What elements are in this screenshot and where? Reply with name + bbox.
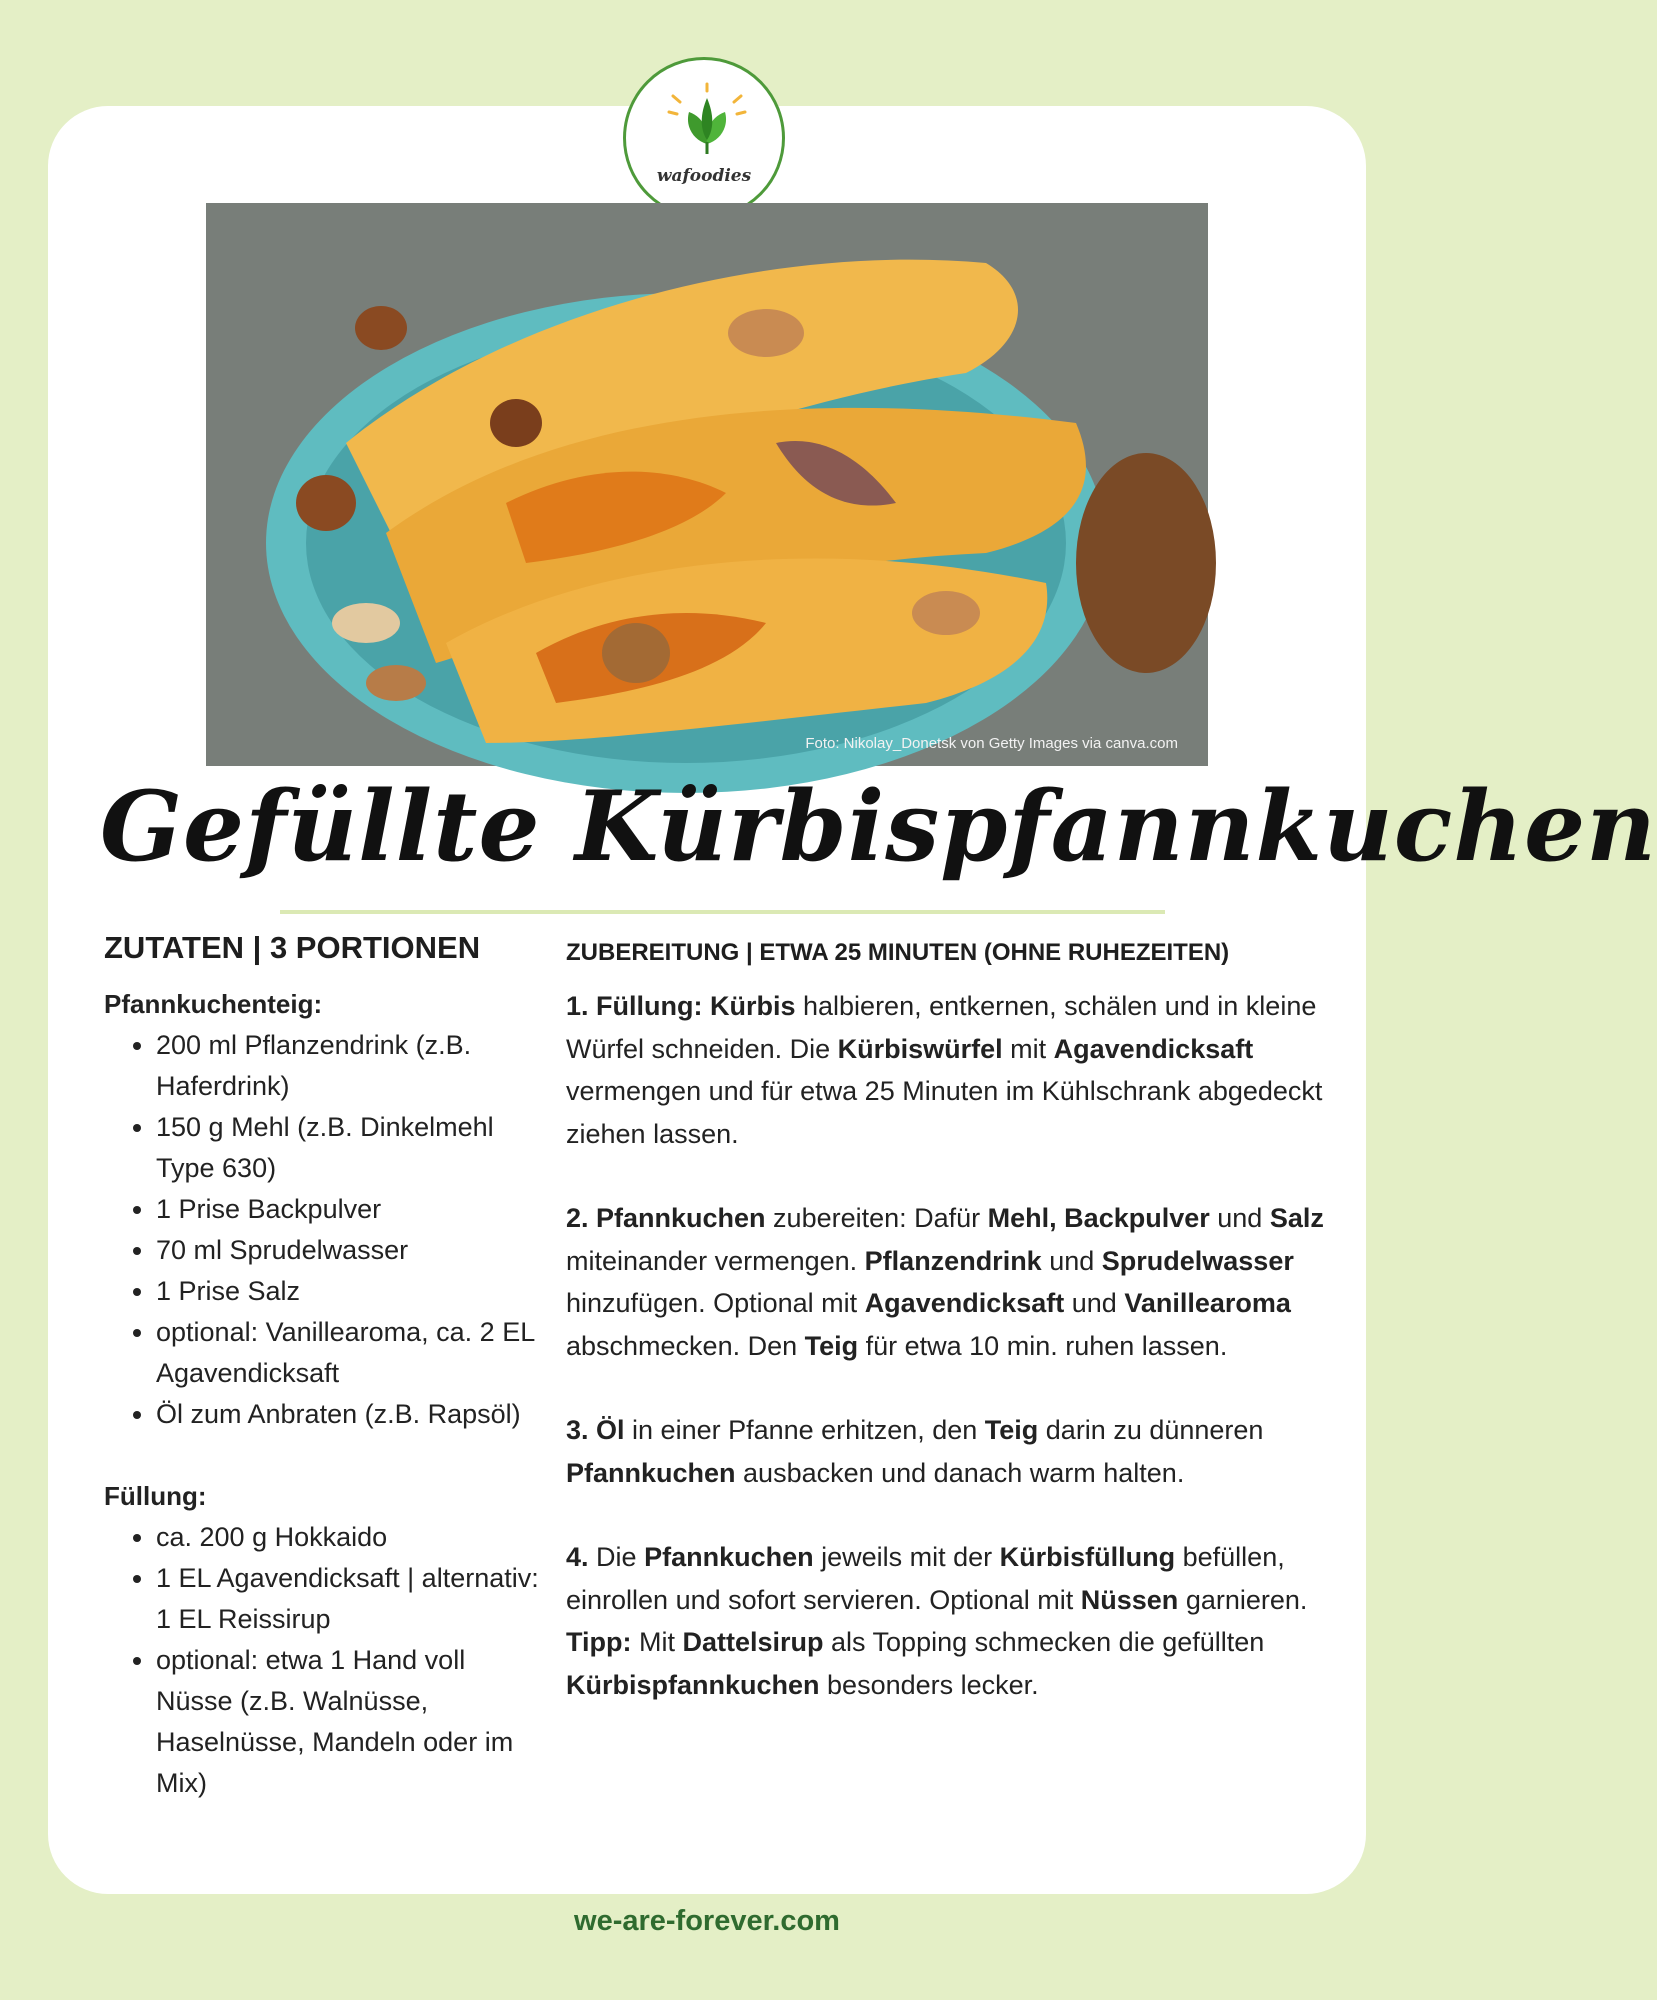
- logo-text: wafoodies: [656, 166, 752, 186]
- list-item: • Öl zum Anbraten (z.B. Rapsöl): [156, 1394, 544, 1435]
- photo-credit: Foto: Nikolay_Donetsk von Getty Images via canva.com: [805, 735, 1178, 752]
- list-item: • optional: etwa 1 Hand voll Nüsse (z.B. Walnüsse, Haselnüsse, Mandeln oder im Mix): [156, 1640, 544, 1804]
- list-item: • 70 ml Sprudelwasser: [156, 1230, 544, 1271]
- step-4: 4. Die Pfannkuchen jeweils mit der Kürbisfüllung befüllen, einrollen und sofort servieren. Optional mit Nüssen garnieren. Tipp: Mit Dattelsirup als Topping schmecken die gefüllten Kürbispfannkuchen besonders lecker.: [566, 1542, 1308, 1700]
- step-3: 3. Öl in einer Pfanne erhitzen, den Teig darin zu dünneren Pfannkuchen ausbacken und danach warm halten.: [566, 1415, 1264, 1488]
- brand-logo: [623, 57, 785, 219]
- ingredients-section: [104, 930, 544, 1804]
- step-1: 1. Füllung: Kürbis halbieren, entkernen, schälen und in kleine Würfel schneiden. Die Kürbiswürfel mit Agavendicksaft vermengen und für etwa 25 Minuten im Kühlschrank abgedeckt ziehen lassen.: [566, 991, 1323, 1149]
- list-item: • 200 ml Pflanzendrink (z.B. Haferdrink): [156, 1025, 544, 1107]
- dough-heading: Pfannkuchenteig:: [104, 989, 323, 1019]
- recipe-title: Gefüllte Kürbispfannkuchen: [100, 770, 1657, 883]
- filling-heading: Füllung:: [104, 1481, 207, 1511]
- preparation-heading: ZUBEREITUNG | ETWA 25 MINUTEN (OHNE RUHEZEITEN): [566, 939, 1230, 966]
- list-item: • 1 Prise Salz: [156, 1271, 544, 1312]
- list-item: • 150 g Mehl (z.B. Dinkelmehl Type 630): [156, 1107, 544, 1189]
- step-2: 2. Pfannkuchen zubereiten: Dafür Mehl, Backpulver und Salz miteinander vermengen. Pflanzendrink und Sprudelwasser hinzufügen. Optional mit Agavendicksaft und Vanillearoma abschmecken. Den Teig für etwa 10 min. ruhen lassen.: [566, 1203, 1324, 1361]
- dough-ingredient-list: [104, 1025, 544, 1435]
- list-item: • 1 Prise Backpulver: [156, 1189, 544, 1230]
- ingredients-heading: ZUTATEN | 3 PORTIONEN: [104, 930, 481, 965]
- recipe-photo: [206, 203, 1208, 766]
- preparation-section: [566, 930, 1346, 1748]
- title-underline: [280, 910, 1165, 914]
- filling-ingredient-list: [104, 1517, 544, 1804]
- footer-url[interactable]: we-are-forever.com: [574, 1905, 840, 1937]
- basil-leaf-icon: [663, 82, 751, 162]
- list-item: • 1 EL Agavendicksaft | alternativ: 1 EL Reissirup: [156, 1558, 544, 1640]
- list-item: • ca. 200 g Hokkaido: [156, 1517, 544, 1558]
- list-item: • optional: Vanillearoma, ca. 2 EL Agavendicksaft: [156, 1312, 544, 1394]
